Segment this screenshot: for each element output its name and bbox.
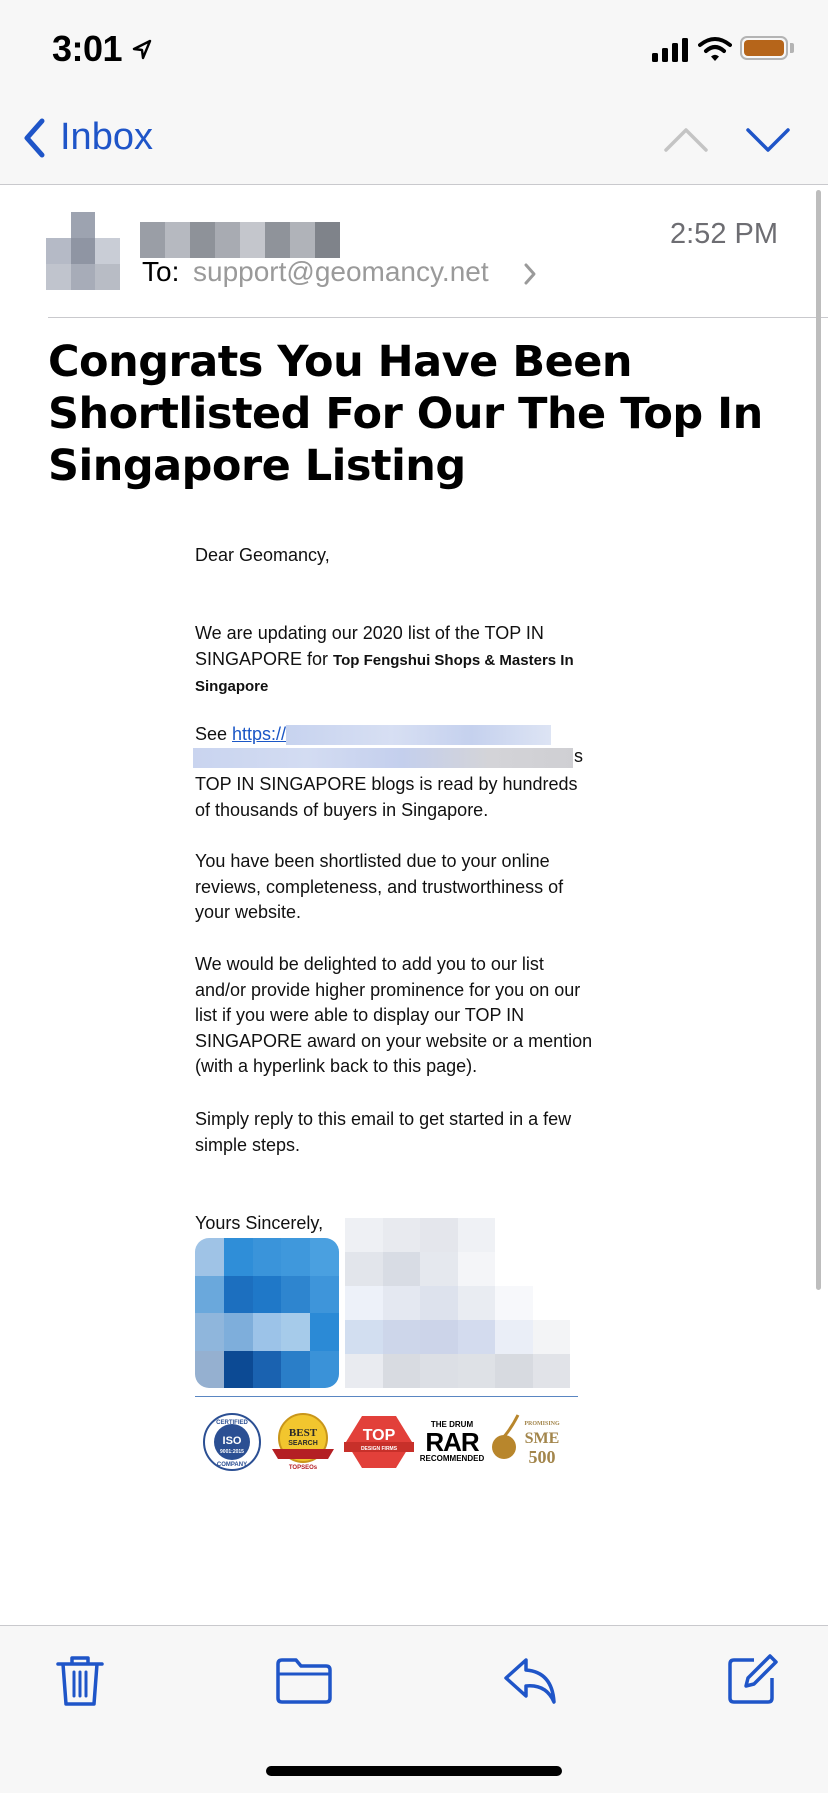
location-arrow-icon [130,38,154,62]
wifi-icon [698,36,732,62]
iso-bottom-text: COMPANY [216,1462,248,1468]
see-suffix: s [574,746,583,766]
paragraph-offer: We would be delighted to add you to our list and/or provide higher prominence for you on our list if you were able to display our TOP IN SINGAPORE award on your website or a mention (with a hyperlink back to this page). [195,954,593,1076]
chevron-left-icon [22,118,48,158]
design-firms-text: DESIGN FIRMS [360,1446,398,1452]
signature-logo-redacted [195,1238,339,1388]
promising-sme-icon [490,1411,566,1473]
cellular-signal-icon [652,38,692,62]
previous-message-button[interactable] [662,124,710,154]
paragraph-shortlisted: You have been shortlisted due to your online reviews, completeness, and trustworthiness of your website. [195,851,564,922]
top-design-firms-badge [344,1412,414,1472]
paragraph-reply: Simply reply to this email to get started in a few simple steps. [195,1109,572,1155]
promising-text: PROMISING [524,1421,560,1427]
see-prefix: See [195,724,233,744]
sender-name-redacted [140,222,340,258]
topseos-text: TOPSEOs [288,1465,318,1471]
paragraph-readership: TOP IN SINGAPORE blogs is read by hundreds of thousands of buyers in Singapore. [195,774,578,820]
to-label: To: [142,256,180,287]
paragraph-update-bold: Top Fengshui Shops & Masters In Singapore [195,651,574,695]
compose-icon[interactable] [724,1652,780,1708]
iso-badge [202,1412,262,1472]
back-label: Inbox [60,116,153,158]
drum-text: THE DRUM [430,1420,474,1429]
battery-cap [790,43,794,53]
status-time: 3:01 [52,28,123,69]
next-message-button[interactable] [744,124,792,154]
header-divider [48,317,828,318]
recipient-address[interactable]: support@geomancy.net [193,256,489,287]
signature-name-redacted [345,1218,570,1388]
reply-icon[interactable] [500,1652,560,1708]
signoff-text: Yours Sincerely, [195,1213,324,1233]
best-text: BEST [288,1427,318,1439]
sender-avatar [46,212,120,290]
listing-link[interactable]: https:// [232,724,287,744]
promising-sme-badge [490,1412,566,1472]
folder-icon[interactable] [274,1652,334,1708]
email-subject: Congrats You Have Been Shortlisted For Our The Top In Singapore Listing [48,337,763,491]
trash-icon[interactable] [52,1652,108,1708]
message-time: 2:52 PM [670,218,778,250]
recommended-text: RECOMMENDED [419,1454,485,1463]
paragraph-update-text: We are updating our 2020 list of the TOP IN SINGAPORE for [195,623,544,669]
the-drum-rar-badge [420,1412,484,1472]
redacted-link-line2 [193,748,573,768]
greeting-text: Dear Geomancy, [195,545,330,565]
chevron-right-icon[interactable] [522,262,538,286]
scrollbar[interactable] [816,190,821,1290]
top-text: TOP [362,1427,396,1444]
back-button[interactable] [22,116,153,159]
paragraph-update [195,621,595,700]
best-search-badge [270,1412,336,1472]
home-indicator[interactable] [266,1766,562,1776]
signature-rule [195,1396,578,1397]
sme-text: SME [524,1430,560,1447]
iso-num-text: 9001:2015 [220,1449,244,1455]
see-link-line [195,722,595,748]
rar-text: RAR [425,1427,479,1457]
iso-seal-icon [202,1412,262,1472]
battery-icon [740,36,788,60]
best-search-seal-icon [270,1411,336,1473]
top-design-firms-icon [344,1412,414,1472]
sme-500-text: 500 [528,1447,556,1467]
search-text: SEARCH [288,1440,318,1447]
redacted-link [286,725,551,745]
iso-top-text: CERTIFIED [216,1420,248,1426]
iso-main-text: ISO [222,1435,242,1447]
